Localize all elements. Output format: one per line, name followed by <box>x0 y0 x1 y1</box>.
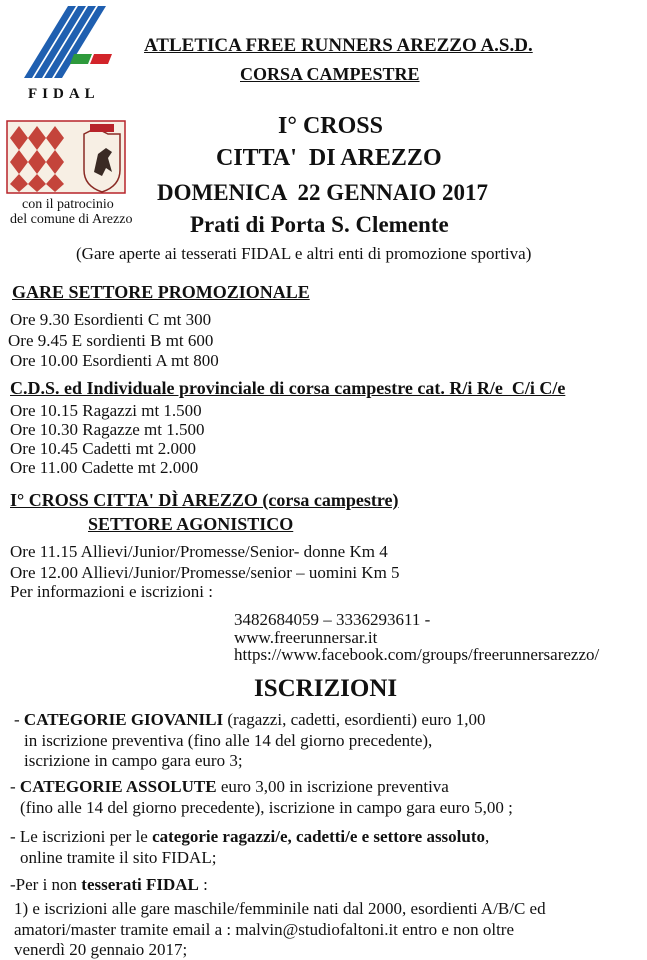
fidal-logo-label: FIDAL <box>28 86 100 102</box>
club-name: ATLETICA FREE RUNNERS AREZZO A.S.D. <box>144 35 533 56</box>
fidal-logo-mark <box>18 4 114 84</box>
info-label: Per informazioni e iscrizioni : <box>10 582 213 601</box>
assolute-line-2: (fino alle 14 del giorno precedente), iscrizione in campo gara euro 5,00 ; <box>20 798 513 817</box>
assolute-bold: CATEGORIE ASSOLUTE <box>19 777 217 796</box>
non-fidal-line-1: 1) e iscrizioni alle gare maschile/femminile nati dal 2000, esordienti A/B/C ed <box>14 899 546 918</box>
contact-facebook-link[interactable]: https://www.facebook.com/groups/freerunnersarezzo/ <box>234 645 600 664</box>
giovanili-line-2: in iscrizione preventiva (fino alle 14 del giorno precedente), <box>24 731 433 750</box>
giovanili-line-1 <box>14 710 486 730</box>
patronage-line-2: del comune di Arezzo <box>10 212 133 227</box>
online-line-1 <box>10 827 489 847</box>
non-fidal-line-3: venerdì 20 gennaio 2017; <box>14 940 188 959</box>
promo-item: Ore 10.00 Esordienti A mt 800 <box>10 351 219 370</box>
cds-heading: C.D.S. ed Individuale provinciale di corsa campestre cat. R/i R/e C/i C/e <box>10 378 566 398</box>
diamond-pattern <box>10 126 64 192</box>
contact-phones: 3482684059 – 3336293611 - <box>234 610 431 629</box>
giovanili-line-3: iscrizione in campo gara euro 3; <box>24 751 243 770</box>
event-date: DOMENICA 22 GENNAIO 2017 <box>157 180 488 205</box>
online-bold: categorie ragazzi/e, cadetti/e e settore assoluto <box>152 827 486 846</box>
event-title-2: CITTA' DI AREZZO <box>216 145 442 171</box>
non-fidal-post: : <box>198 875 208 894</box>
iscrizioni-title: ISCRIZIONI <box>254 675 398 702</box>
arezzo-crest-image <box>6 120 126 194</box>
fidal-logo <box>18 4 114 104</box>
non-fidal-line-2: amatori/master tramite email a : malvin@studiofaltoni.it entro e non oltre <box>14 920 515 939</box>
event-title-1: I° CROSS <box>278 113 383 139</box>
contact-website-link[interactable]: www.freerunnersar.it <box>234 628 378 647</box>
assolute-dash: - <box>10 777 20 796</box>
assolute-line-1 <box>10 777 449 797</box>
event-place: Prati di Porta S. Clemente <box>190 212 449 237</box>
promo-item: Ore 9.30 Esordienti C mt 300 <box>10 310 212 329</box>
agonistico-heading: I° CROSS CITTA' DÌ AREZZO (corsa campestre) <box>10 490 399 510</box>
cds-item: Ore 10.15 Ragazzi mt 1.500 <box>10 401 202 420</box>
online-line-2: online tramite il sito FIDAL; <box>20 848 217 867</box>
assolute-rest: euro 3,00 in iscrizione preventiva <box>216 777 449 796</box>
cds-item: Ore 10.30 Ragazze mt 1.500 <box>10 420 205 439</box>
agonistico-item: Ore 12.00 Allievi/Junior/Promesse/senior – uomini Km 5 <box>10 563 400 582</box>
giovanili-rest: (ragazzi, cadetti, esordienti) euro 1,00 <box>223 710 486 729</box>
non-fidal-line-0 <box>10 875 208 895</box>
fidal-logo-stripes <box>24 6 106 78</box>
cds-item: Ore 10.45 Cadetti mt 2.000 <box>10 439 197 458</box>
promo-heading: GARE SETTORE PROMOZIONALE <box>12 282 310 302</box>
promo-item: Ore 9.45 E sordienti B mt 600 <box>8 331 214 350</box>
fidal-logo-red <box>90 54 112 64</box>
non-fidal-pre: -Per i non <box>10 875 82 894</box>
arezzo-crest <box>6 120 126 194</box>
cds-item: Ore 11.00 Cadette mt 2.000 <box>10 458 199 477</box>
event-note: (Gare aperte ai tesserati FIDAL e altri enti di promozione sportiva) <box>76 244 532 263</box>
online-post: , <box>485 827 490 846</box>
agonistico-subheading: SETTORE AGONISTICO <box>88 514 294 534</box>
race-type: CORSA CAMPESTRE <box>240 64 420 84</box>
agonistico-item: Ore 11.15 Allievi/Junior/Promesse/Senior- donne Km 4 <box>10 542 388 561</box>
online-pre: - Le iscrizioni per le <box>10 827 153 846</box>
giovanili-bold: CATEGORIE GIOVANILI <box>23 710 224 729</box>
crest-shield <box>84 124 120 192</box>
giovanili-dash: - <box>14 710 24 729</box>
non-fidal-bold: tesserati FIDAL <box>81 875 199 894</box>
patronage-line-1: con il patrocinio <box>22 197 114 212</box>
